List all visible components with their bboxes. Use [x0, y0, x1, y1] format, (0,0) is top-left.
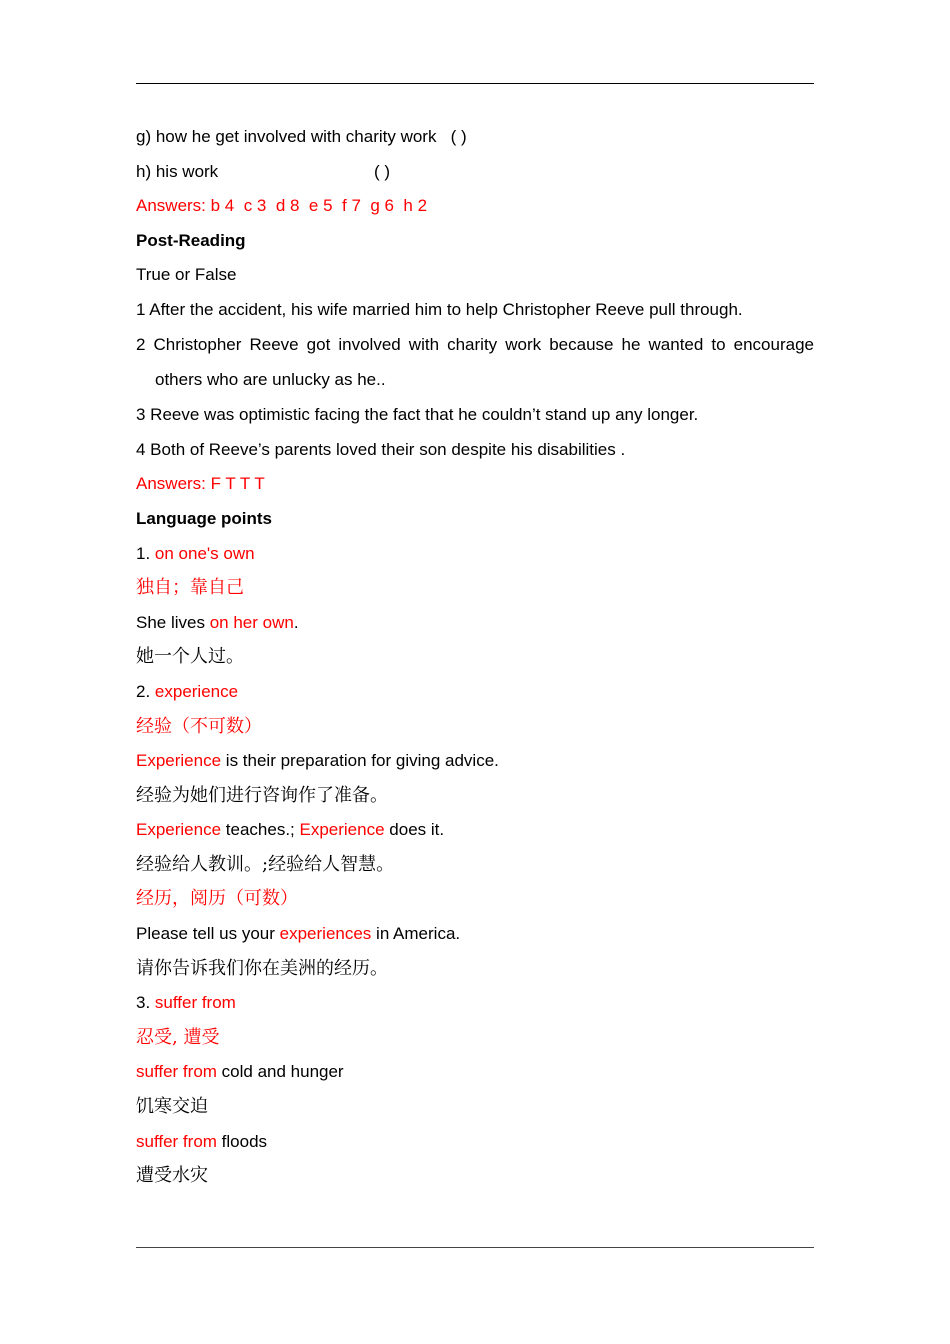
example-term: suffer from — [136, 1131, 217, 1151]
point-2-example-3-translation: 请你告诉我们你在美洲的经历。 — [136, 957, 388, 979]
example-term: suffer from — [136, 1062, 217, 1082]
tf-statement-1: 1 After the accident, his wife married him to help Christopher Reeve pull through. — [136, 299, 743, 319]
tf-statement-2-continued: others who are unlucky as he.. — [155, 370, 386, 390]
point-2-example-2 — [136, 813, 814, 848]
point-term: on one's own — [154, 543, 255, 563]
footer-rule — [136, 1247, 814, 1248]
point-2-example-3 — [136, 917, 814, 952]
example-term: experiences — [279, 924, 372, 944]
example-text: is their preparation for giving advice. — [221, 751, 499, 771]
point-term: suffer from — [154, 993, 236, 1013]
example-term: Experience — [299, 820, 385, 840]
point-3-example-2 — [136, 1125, 814, 1160]
point-1-example-translation: 她一个人过。 — [136, 646, 244, 668]
point-3-example-1-translation: 饥寒交迫 — [136, 1096, 208, 1118]
matching-answers: Answers: b 4 c 3 d 8 e 5 f 7 g 6 h 2 — [136, 196, 428, 216]
example-text: . — [293, 612, 299, 632]
point-number: 2. — [136, 681, 155, 701]
example-text: teaches.; — [221, 820, 300, 840]
example-text: in America. — [371, 924, 461, 944]
point-2-meaning-countable: 经历，阅历（可数） — [136, 888, 298, 910]
point-2-example-1-translation: 经验为她们进行咨询作了准备。 — [136, 784, 388, 806]
post-reading-heading: Post-Reading — [136, 230, 246, 250]
point-3-example-2-translation: 遭受水灾 — [136, 1165, 208, 1187]
example-text: She lives — [136, 612, 210, 632]
point-1-title — [136, 537, 814, 572]
example-text: floods — [216, 1131, 268, 1151]
point-term: experience — [154, 681, 239, 701]
example-term: Experience — [136, 820, 222, 840]
point-number: 3. — [136, 993, 155, 1013]
document-body — [136, 120, 814, 1194]
point-3-title — [136, 986, 814, 1021]
point-3-example-1 — [136, 1055, 814, 1090]
question-h: h) his work ( ) — [136, 161, 391, 181]
point-1-meaning: 独自；靠自己 — [136, 577, 244, 599]
point-1-example — [136, 606, 814, 641]
point-2-title — [136, 675, 814, 710]
example-term: Experience — [136, 751, 222, 771]
point-number: 1. — [136, 543, 155, 563]
example-term: on her own — [209, 612, 294, 632]
tf-statement-2: 2 Christopher Reeve got involved with charity work because he wanted to encourage — [136, 334, 814, 354]
true-false-heading: True or False — [136, 265, 237, 285]
question-g: g) how he get involved with charity work ( ) — [136, 127, 467, 146]
language-points-heading: Language points — [136, 508, 272, 528]
point-2-meaning-uncountable: 经验（不可数） — [136, 715, 262, 737]
example-text: cold and hunger — [216, 1062, 344, 1082]
example-text: Please tell us your — [136, 924, 280, 944]
tf-statement-4: 4 Both of Reeve’s parents loved their son despite his disabilities . — [136, 439, 626, 459]
tf-statement-3: 3 Reeve was optimistic facing the fact that he couldn’t stand up any longer. — [136, 405, 699, 425]
example-text: does it. — [384, 820, 445, 840]
header-rule — [136, 83, 814, 84]
true-false-answers: Answers: F T T T — [136, 474, 265, 494]
point-2-example-1 — [136, 744, 814, 779]
point-2-example-2-translation: 经验给人教训。;经验给人智慧。 — [136, 853, 395, 875]
point-3-meaning: 忍受, 遭受 — [136, 1026, 220, 1048]
